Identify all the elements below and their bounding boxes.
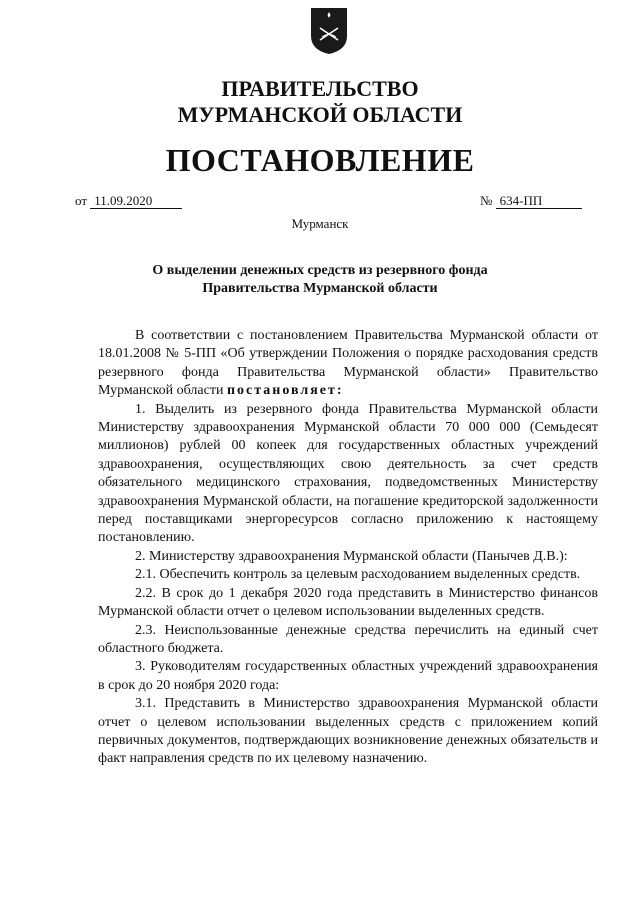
document-number [480, 193, 582, 209]
paragraph-1: 1. Выделить из резервного фонда Правительства Мурманской области Министерству здравоохранения Мурманской области 70 000 000 (Семьдесят миллионов) рублей 00 копеек для государственных областных учреждений здравоохранения, осуществляющих свою деятельность за счет средств обязательного медицинского страхования, подведомственных Министерству здравоохранения Мурманской области, на погашение кредиторской задолженности перед поставщиками энергоресурсов согласно приложению к настоящему постановлению. [98, 401, 598, 546]
preamble-paragraph [98, 327, 598, 401]
organization-line-1: ПРАВИТЕЛЬСТВО [221, 76, 419, 101]
date-prefix: от [75, 193, 88, 208]
organization-name [0, 76, 640, 128]
title-line-2: Правительства Мурманской области [202, 281, 438, 296]
city: Мурманск [291, 216, 349, 231]
paragraph-2-3: 2.3. Неиспользованные денежные средства перечислить на единый счет областного бюджета. [98, 622, 598, 656]
coat-of-arms-icon [309, 6, 349, 56]
document-type: ПОСТАНОВЛЕНИЕ [165, 142, 475, 178]
date-value: 11.09.2020 [90, 194, 182, 209]
paragraph-2: 2. Министерству здравоохранения Мурманской области (Панычев Д.В.): [135, 548, 568, 564]
number-value: 634-ПП [496, 194, 582, 209]
document-body [98, 327, 598, 769]
document-date [75, 193, 182, 209]
paragraph-2-1: 2.1. Обеспечить контроль за целевым расходованием выделенных средств. [135, 567, 581, 583]
document-title [0, 262, 640, 298]
paragraph-3: 3. Руководителям государственных областных учреждений здравоохранения в срок до 20 ноября 2020 года: [98, 659, 598, 693]
paragraph-2-2: 2.2. В срок до 1 декабря 2020 года представить в Министерство финансов Мурманской области отчет о целевом использовании выделенных средств. [98, 585, 598, 620]
title-line-1: О выделении денежных средств из резервного фонда [152, 263, 488, 278]
decree-word: постановляет: [226, 383, 344, 399]
number-prefix: № [480, 193, 493, 208]
paragraph-3-1: 3.1. Представить в Министерство здравоохранения Мурманской области отчет о целевом использовании выделенных средств с приложением копий первичных документов, подтверждающих возникновение денежных обязательств и факт направления средств по их целевому назначению. [98, 696, 598, 767]
preamble-text: В соответствии с постановлением Правительства Мурманской области от 18.01.2008 № 5-ПП «Об утверждении Положения о порядке расходования средств резервного фонда Правительства Мурманской области» Правительство Мурманской области [98, 328, 598, 399]
organization-line-2: МУРМАНСКОЙ ОБЛАСТИ [177, 102, 463, 127]
